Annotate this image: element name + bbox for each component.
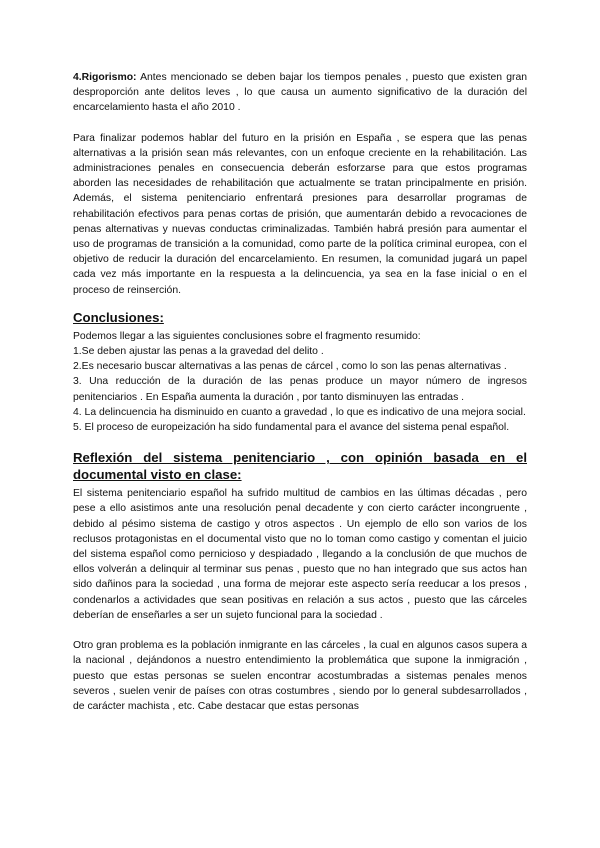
conclusions-intro: Podemos llegar a las siguientes conclusiones sobre el fragmento resumido: xyxy=(73,330,421,342)
rigorismo-title: 4.Rigorismo: xyxy=(73,72,137,83)
conclusion-item: 5. El proceso de europeización ha sido fundamental para el avance del sistema penal español. xyxy=(73,422,510,434)
conclusion-item: 1.Se deben ajustar las penas a la gravedad del delito . xyxy=(73,346,324,358)
rigorismo-paragraph xyxy=(73,70,527,116)
future-paragraph: Para finalizar podemos hablar del futuro en la prisión en España , se espera que las penas alternativas a la prisión sean más relevantes, con un enfoque creciente en la rehabilitación. Las administraciones penales en consecuencia deberán esforzarse para que estos programas aborden las necesidades de rehabilitación que actualmente se tratan principalmente en prisión. Además, el sistema penitenciario enfrentará presiones para desarrollar programas de rehabilitación efectivos para penas cortas de prisión, que aumentarán debido a revocaciones de penas alternativas y nuevas conductas criminalizadas. También habrá presión para aumentar el uso de programas de transición a la comunidad, como parte de la política criminal europea, con el objetivo de reducir la duración del encarcelamiento. En resumen, la comunidad jugará un papel cada vez más importante en la respuesta a la delincuencia, ya sea en la fase inicial o en el proceso de reinserción. xyxy=(73,132,527,296)
rigorismo-text: Antes mencionado se deben bajar los tiempos penales , puesto que existen gran desproporción ante delitos leves , lo que causa un aumento significativo de la duración del encarcelamiento hasta el año 2010 . xyxy=(73,72,527,114)
conclusion-item: 4. La delincuencia ha disminuido en cuanto a gravedad , lo que es indicativo de una mejora social. xyxy=(73,406,526,418)
conclusions-heading: Conclusiones: xyxy=(73,309,164,325)
spacer xyxy=(73,116,527,131)
reflection-heading: Reflexión del sistema penitenciario , con opinión basada en el documental visto en clase: xyxy=(73,450,527,483)
reflection-paragraph-2: Otro gran problema es la población inmigrante en las cárceles , la cual en algunos casos supera a la nacional , dejándonos a nuestro entendimiento la problemática que supone la inmigración , puesto que estas personas se suelen encontrar acostumbradas a sistemas penales menos severos , suelen venir de países con otras costumbres , siendo por lo general subdesarrollados , de carácter machista , etc. Cabe destacar que estas personas xyxy=(73,640,527,712)
spacer xyxy=(73,623,527,638)
conclusion-item: 3. Una reducción de la duración de las penas produce un mayor número de ingresos penitenciarios . En España aumenta la duración , por tanto disminuyen las entradas . xyxy=(73,376,527,403)
conclusions-list xyxy=(73,344,527,435)
conclusion-item: 2.Es necesario buscar alternativas a las penas de cárcel , como lo son las penas alternativas . xyxy=(73,361,507,373)
reflection-paragraph-1: El sistema penitenciario español ha sufrido multitud de cambios en las últimas décadas , pero pese a ello asistimos ante una resolución penal decadente y con cierto carácter incongruente , debido al pésimo sistema de castigo y otros aspectos . Un ejemplo de ello son varios de los reclusos protagonistas en el documental visto que no lo toman como castigo y comentan el juicio del sistema español como pernicioso y despiadado , llegando a la conclusión de que muchos de ellos volverán a delinquir al terminar sus penas , puesto que no han integrado que sus actos han sido dañinos para la sociedad , una forma de mejorar este aspecto sería reeducar a los presos , condenarlos a actividades que sean positivas en relación a sus actos , puesto que las cárceles deberían de enseñarles a ser un sujeto funcional para la sociedad . xyxy=(73,488,527,621)
